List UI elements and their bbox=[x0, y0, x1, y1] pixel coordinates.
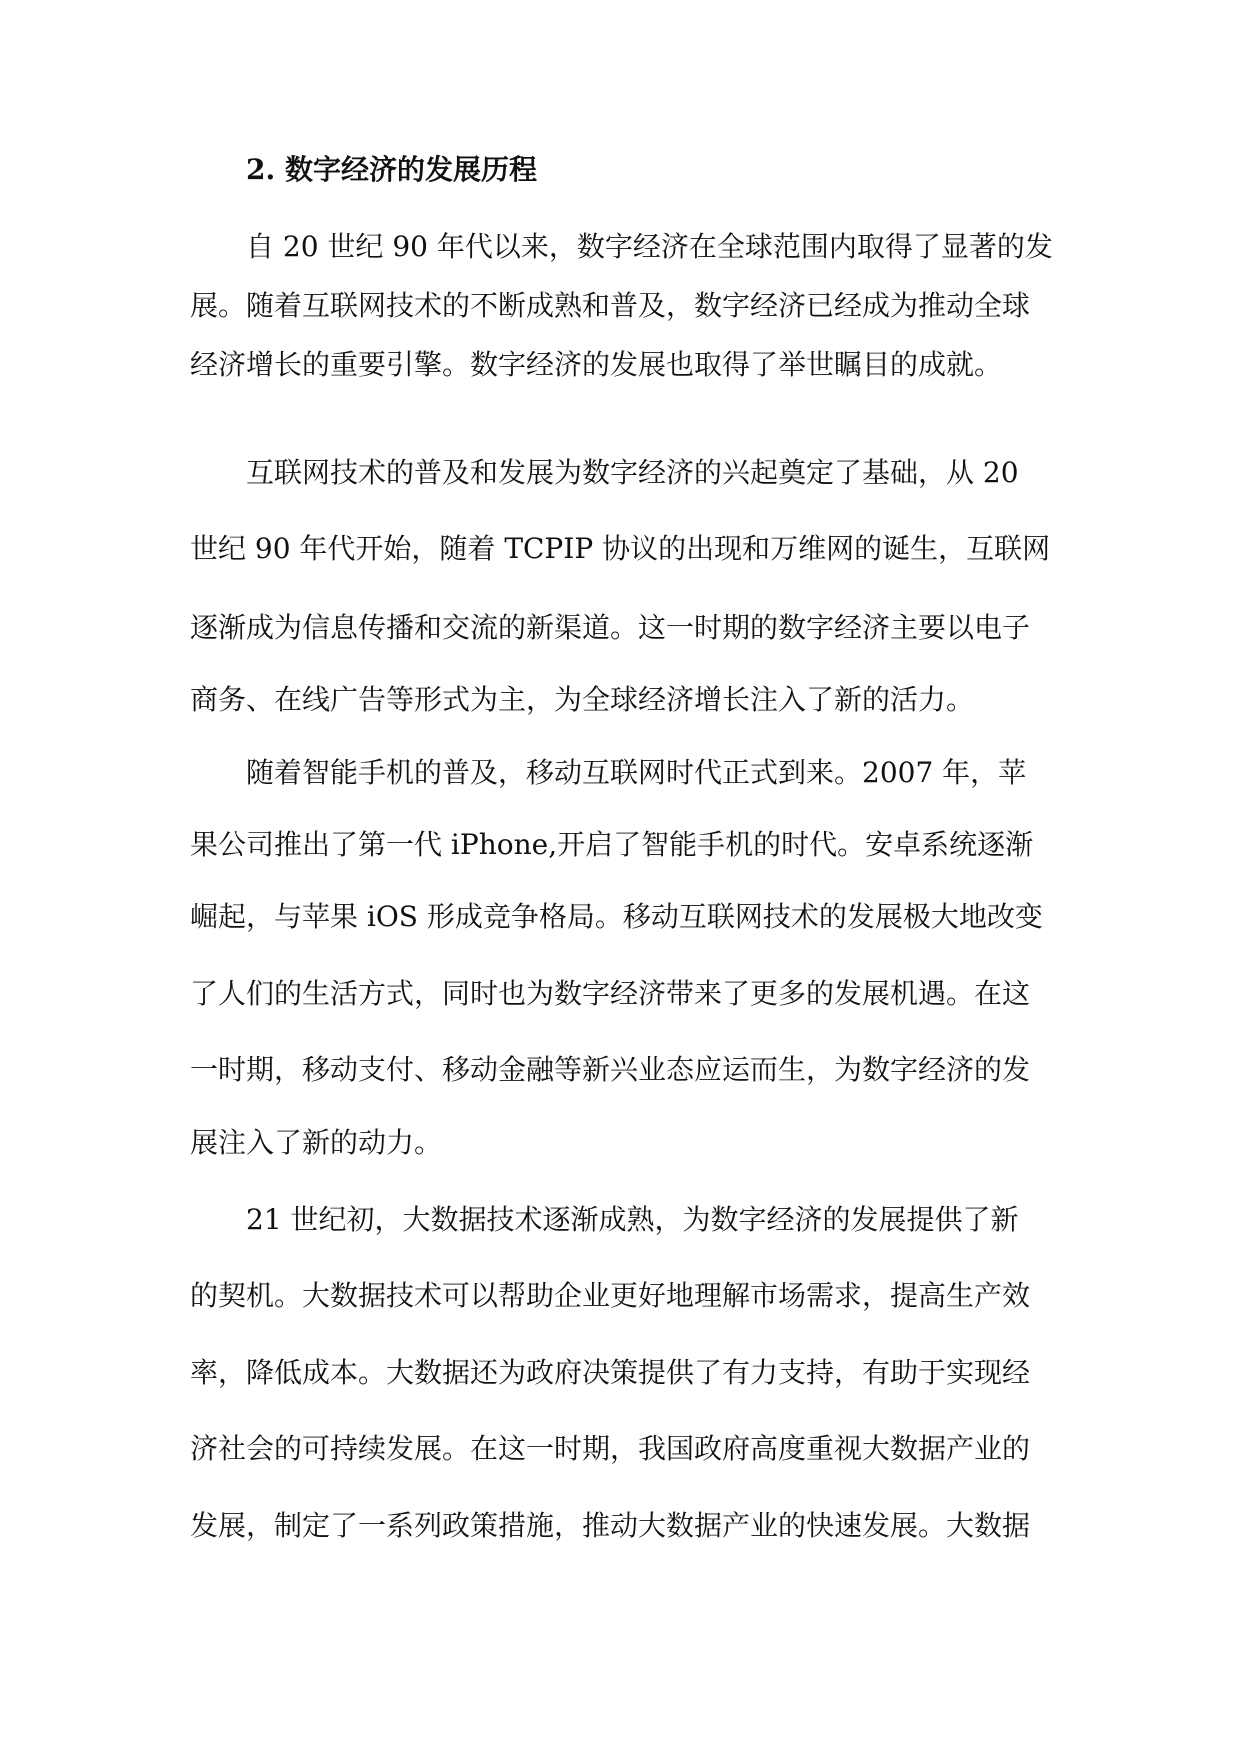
paragraph-4-line-5: 发展，制定了一系列政策措施，推动大数据产业的快速发展。大数据 bbox=[190, 1509, 1031, 1542]
paragraph-3-line-4: 了人们的生活方式，同时也为数字经济带来了更多的发展机遇。在这 bbox=[190, 977, 1031, 1010]
paragraph-3-line-3: 崛起，与苹果 iOS 形成竞争格局。移动互联网技术的发展极大地改变 bbox=[190, 900, 1043, 933]
section-heading: 2. 数字经济的发展历程 bbox=[246, 153, 537, 186]
paragraph-2-line-2: 世纪 90 年代开始，随着 TCPIP 协议的出现和万维网的诞生，互联网 bbox=[190, 532, 1051, 565]
paragraph-4-line-2: 的契机。大数据技术可以帮助企业更好地理解市场需求，提高生产效 bbox=[190, 1279, 1031, 1312]
paragraph-3-line-5: 一时期，移动支付、移动金融等新兴业态应运而生，为数字经济的发 bbox=[190, 1053, 1031, 1086]
paragraph-4-line-1: 21 世纪初，大数据技术逐渐成熟，为数字经济的发展提供了新 bbox=[246, 1203, 1019, 1236]
paragraph-2-line-3: 逐渐成为信息传播和交流的新渠道。这一时期的数字经济主要以电子 bbox=[190, 611, 1031, 644]
paragraph-3-line-6: 展注入了新的动力。 bbox=[190, 1126, 443, 1159]
paragraph-3-line-2: 果公司推出了第一代 iPhone,开启了智能手机的时代。安卓系统逐渐 bbox=[190, 828, 1034, 861]
paragraph-1-line-3: 经济增长的重要引擎。数字经济的发展也取得了举世瞩目的成就。 bbox=[190, 348, 1003, 381]
paragraph-3-line-1: 随着智能手机的普及，移动互联网时代正式到来。2007 年，苹 bbox=[246, 756, 1027, 789]
paragraph-1-line-1: 自 20 世纪 90 年代以来，数字经济在全球范围内取得了显著的发 bbox=[246, 230, 1053, 263]
paragraph-4-line-3: 率，降低成本。大数据还为政府决策提供了有力支持，有助于实现经 bbox=[190, 1356, 1031, 1389]
paragraph-4-line-4: 济社会的可持续发展。在这一时期，我国政府高度重视大数据产业的 bbox=[190, 1432, 1031, 1465]
paragraph-1-line-2: 展。随着互联网技术的不断成熟和普及，数字经济已经成为推动全球 bbox=[190, 289, 1031, 322]
paragraph-2-line-1: 互联网技术的普及和发展为数字经济的兴起奠定了基础，从 20 bbox=[246, 456, 1019, 489]
paragraph-2-line-4: 商务、在线广告等形式为主，为全球经济增长注入了新的活力。 bbox=[190, 683, 975, 716]
